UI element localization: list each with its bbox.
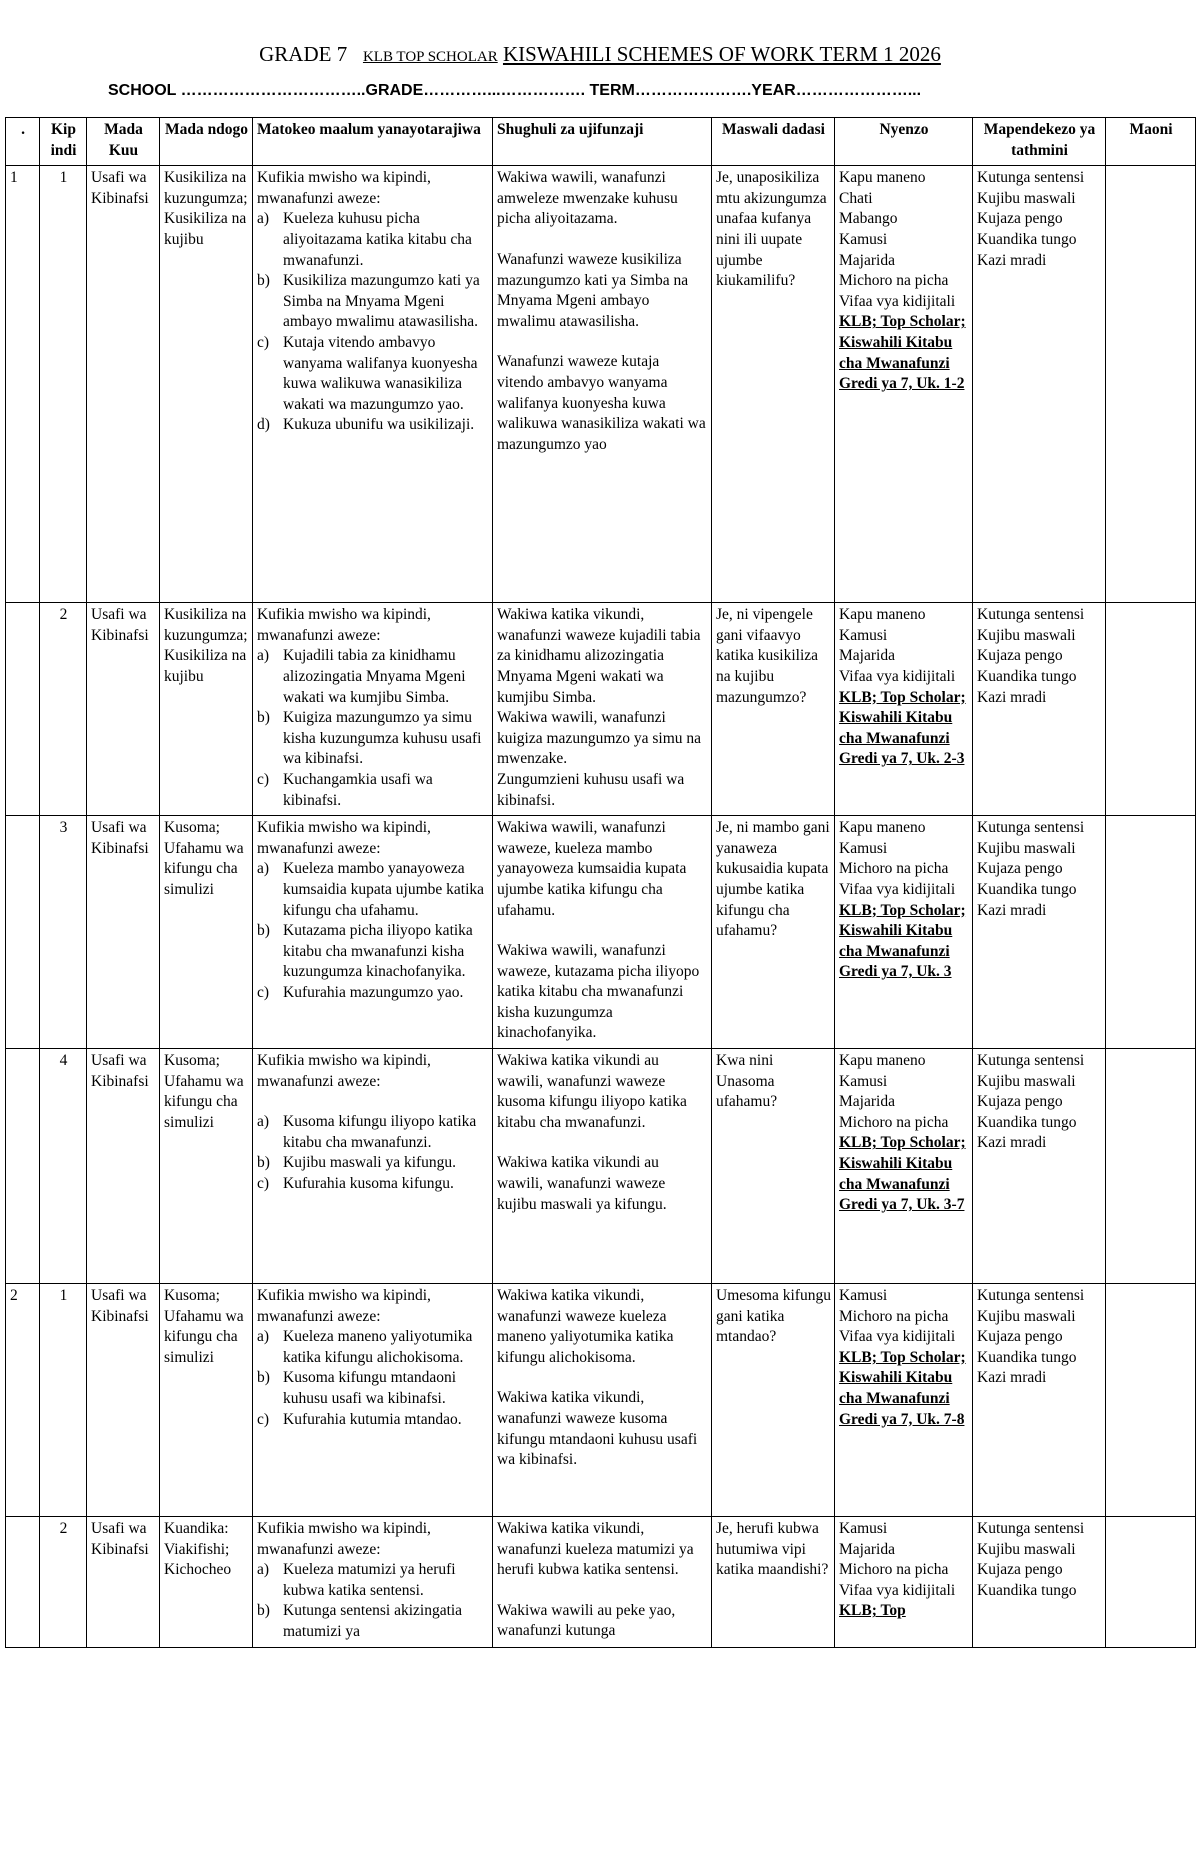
activities-cell <box>493 1517 712 1648</box>
resource-item: Majarida <box>839 1540 895 1558</box>
resource-item: Majarida <box>839 1093 895 1111</box>
week-cell: 1 <box>6 166 40 603</box>
activity-text: Wakiwa wawili, wanafunzi amweleze mwenzake kuhusu picha aliyoitazama. <box>497 169 678 228</box>
week-cell <box>6 1049 40 1284</box>
resource-item: Vifaa vya kidijitali <box>839 292 956 310</box>
outcome-letter: b) <box>257 272 270 290</box>
outcome-text: Kuigiza mazungumzo ya simu kisha kuzungumza kuhusu usafi wa kibinafsi. <box>283 709 482 768</box>
outcomes-cell <box>253 1049 493 1284</box>
resource-item: Majarida <box>839 647 895 665</box>
remarks-cell <box>1106 1517 1196 1648</box>
activity-text: Wakiwa wawili, wanafunzi waweze, kutazama picha iliyopo katika kitabu cha mwanafunzi kisha kuzungumza kinachofanyika. <box>497 942 700 1042</box>
key-question-cell: Umesoma kifungu gani katika mtandao? <box>712 1284 835 1517</box>
strand-cell: Usafi wa Kibinafsi <box>87 166 160 603</box>
lesson-cell: 4 <box>40 1049 87 1284</box>
activity-text: Wakiwa wawili, wanafunzi waweze, kueleza mambo yanayoweza kumsaidia kupata ujumbe katika kifungu cha ufahamu. <box>497 819 687 919</box>
assessment-item: Kutunga sentensi <box>977 1052 1085 1070</box>
assessment-item: Kazi mradi <box>977 1369 1047 1387</box>
outcome-item <box>257 1560 489 1601</box>
resource-item: Kamusi <box>839 839 888 857</box>
outcome-letter: a) <box>257 210 270 228</box>
column-header: Nyenzo <box>835 118 973 166</box>
outcome-letter: b) <box>257 1369 270 1387</box>
resource-item: Michoro na picha <box>839 272 949 290</box>
strand-cell: Usafi wa Kibinafsi <box>87 1049 160 1284</box>
resources-cell <box>835 166 973 603</box>
outcome-text: Kueleza kuhusu picha aliyoitazama katika kitabu cha mwanafunzi. <box>283 210 472 269</box>
outcome-item <box>257 1174 489 1195</box>
remarks-cell <box>1106 166 1196 603</box>
outcome-text: Kueleza matumizi ya herufi kubwa katika sentensi. <box>283 1561 456 1599</box>
outcome-text: Kueleza mambo yanayoweza kumsaidia kupata ujumbe katika kifungu cha ufahamu. <box>283 860 485 919</box>
outcomes-intro: Kufikia mwisho wa kipindi, mwanafunzi aweze: <box>257 606 431 644</box>
column-header: Mapendekezo ya tathmini <box>973 118 1106 166</box>
activity-text: Wakiwa wawili au peke yao, wanafunzi kutunga <box>497 1601 676 1640</box>
title-publisher: KLB TOP SCHOLAR <box>362 49 498 65</box>
assessment-item: Kujaza pengo <box>977 1093 1063 1111</box>
resource-item: Kamusi <box>839 1287 888 1305</box>
table-row <box>6 1517 1196 1648</box>
textbook-reference: KLB; Top Scholar; Kiswahili Kitabu cha Mwanafunzi Gredi ya 7, Uk. 1-2 <box>839 313 966 393</box>
substrand-cell: Kusoma; Ufahamu wa kifungu cha simulizi <box>160 1049 253 1284</box>
outcome-letter: a) <box>257 1113 270 1131</box>
outcome-text: Kusikiliza mazungumzo kati ya Simba na Mnyama Mgeni ambayo mwalimu atawasilisha. <box>283 272 480 331</box>
resource-item: Kamusi <box>839 1072 888 1090</box>
outcomes-cell <box>253 166 493 603</box>
outcome-letter: c) <box>257 333 270 351</box>
assessment-item: Kuandika tungo <box>977 1581 1077 1599</box>
outcomes-intro: Kufikia mwisho wa kipindi, mwanafunzi aweze: <box>257 169 431 207</box>
activity-text: Wakiwa katika vikundi, wanafunzi kueleza matumizi ya herufi kubwa katika sentensi. <box>497 1520 694 1579</box>
activity-text: Wakiwa katika vikundi, wanafunzi waweze kueleza maneno yaliyotumika katika kifungu alichokisoma. <box>497 1287 674 1366</box>
outcome-item <box>257 770 489 811</box>
week-cell: 2 <box>6 1284 40 1517</box>
outcome-letter: c) <box>257 1175 270 1193</box>
outcome-text: Kufurahia mazungumzo yao. <box>283 983 464 1001</box>
outcome-letter: a) <box>257 860 270 878</box>
outcome-item <box>257 271 489 333</box>
assessment-item: Kuandika tungo <box>977 1348 1077 1366</box>
resources-cell <box>835 603 973 816</box>
resource-item: Kamusi <box>839 626 888 644</box>
resource-item: Kapu maneno <box>839 169 926 187</box>
activity-text: Wakiwa katika vikundi, wanafunzi waweze kujadili tabia za kinidhamu alizozingatia Mnyama Mgeni wakati wa kumjibu Simba. Wakiwa wawili, wanafunzi kuigiza mazungumzo ya simu na mwenzake. Zungumzieni kuhusu usafi wa kibinafsi. <box>497 606 702 809</box>
assessment-cell <box>973 603 1106 816</box>
outcome-letter: a) <box>257 647 270 665</box>
key-question-cell: Je, unaposikiliza mtu akizungumza unafaa kufanya nini ili uupate ujumbe kiukamilifu? <box>712 166 835 603</box>
outcomes-cell <box>253 816 493 1049</box>
assessment-item: Kutunga sentensi <box>977 169 1085 187</box>
column-header: Shughuli za ujifunzaji <box>493 118 712 166</box>
outcome-item <box>257 1153 489 1174</box>
outcome-text: Kujadili tabia za kinidhamu alizozingatia Mnyama Mgeni wakati wa kumjibu Simba. <box>283 647 466 706</box>
outcome-item <box>257 1368 489 1409</box>
assessment-item: Kujaza pengo <box>977 647 1063 665</box>
remarks-cell <box>1106 1049 1196 1284</box>
assessment-item: Kuandika tungo <box>977 230 1077 248</box>
key-question-cell: Je, ni vipengele gani vifaavyo katika kusikiliza na kujibu mazungumzo? <box>712 603 835 816</box>
activity-text: Wakiwa katika vikundi au wawili, wanafunzi waweze kusoma kifungu iliyopo katika kitabu cha mwanafunzi. <box>497 1052 687 1131</box>
outcome-item <box>257 209 489 271</box>
outcome-item <box>257 983 489 1004</box>
remarks-cell <box>1106 603 1196 816</box>
resource-item: Chati <box>839 189 873 207</box>
substrand-cell: Kusoma; Ufahamu wa kifungu cha simulizi <box>160 1284 253 1517</box>
outcome-letter: b) <box>257 709 270 727</box>
resource-item: Michoro na picha <box>839 860 949 878</box>
outcome-text: Kukuza ubunifu wa usikilizaji. <box>283 416 475 434</box>
textbook-reference: KLB; Top Scholar; Kiswahili Kitabu cha Mwanafunzi Gredi ya 7, Uk. 2-3 <box>839 688 966 768</box>
assessment-cell <box>973 1517 1106 1648</box>
table-row <box>6 166 1196 603</box>
outcome-item <box>257 415 489 436</box>
assessment-item: Kutunga sentensi <box>977 1287 1085 1305</box>
substrand-cell: Kusoma; Ufahamu wa kifungu cha simulizi <box>160 816 253 1049</box>
resource-item: Mabango <box>839 210 898 228</box>
title-main: KISWAHILI SCHEMES OF WORK TERM 1 2026 <box>502 42 941 66</box>
assessment-item: Kutunga sentensi <box>977 606 1085 624</box>
resource-item: Majarida <box>839 251 895 269</box>
outcomes-intro: Kufikia mwisho wa kipindi, mwanafunzi aweze: <box>257 1520 431 1558</box>
outcomes-cell <box>253 1517 493 1648</box>
column-header: Kip indi <box>40 118 87 166</box>
outcome-item <box>257 859 489 921</box>
key-question-cell: Je, ni mambo gani yanaweza kukusaidia kupata ujumbe katika kifungu cha ufahamu? <box>712 816 835 1049</box>
outcome-item <box>257 921 489 983</box>
assessment-item: Kazi mradi <box>977 251 1047 269</box>
activity-text: Wakiwa katika vikundi, wanafunzi waweze kusoma kifungu mtandaoni kuhusu usafi wa kibinafsi. <box>497 1389 698 1469</box>
lesson-cell: 2 <box>40 603 87 816</box>
outcomes-cell <box>253 603 493 816</box>
remarks-cell <box>1106 1284 1196 1517</box>
outcome-letter: c) <box>257 770 270 788</box>
strand-cell: Usafi wa Kibinafsi <box>87 603 160 816</box>
assessment-item: Kujibu maswali <box>977 839 1076 857</box>
lesson-cell: 1 <box>40 166 87 603</box>
document-title <box>0 42 1200 67</box>
assessment-item: Kazi mradi <box>977 901 1047 919</box>
resources-cell <box>835 816 973 1049</box>
resource-item: Vifaa vya kidijitali <box>839 1581 956 1599</box>
outcome-item <box>257 708 489 770</box>
assessment-item: Kutunga sentensi <box>977 819 1085 837</box>
table-row <box>6 1284 1196 1517</box>
outcome-letter: c) <box>257 983 270 1001</box>
assessment-item: Kujaza pengo <box>977 1561 1063 1579</box>
remarks-cell <box>1106 816 1196 1049</box>
table-body <box>6 166 1196 1647</box>
outcome-text: Kujibu maswali ya kifungu. <box>283 1154 457 1172</box>
activities-cell <box>493 166 712 603</box>
assessment-item: Kujibu maswali <box>977 189 1076 207</box>
textbook-reference: KLB; Top Scholar; Kiswahili Kitabu cha Mwanafunzi Gredi ya 7, Uk. 3 <box>839 901 966 981</box>
column-header: . <box>6 118 40 166</box>
table-row <box>6 816 1196 1049</box>
resource-item: Michoro na picha <box>839 1307 949 1325</box>
column-header: Mada ndogo <box>160 118 253 166</box>
outcome-text: Kutunga sentensi akizingatia matumizi ya <box>283 1602 463 1641</box>
assessment-item: Kujibu maswali <box>977 1307 1076 1325</box>
table-row <box>6 1049 1196 1284</box>
assessment-item: Kujibu maswali <box>977 626 1076 644</box>
activities-cell <box>493 1049 712 1284</box>
assessment-item: Kujibu maswali <box>977 1540 1076 1558</box>
resources-cell <box>835 1517 973 1648</box>
resources-cell <box>835 1284 973 1517</box>
key-question-cell: Je, herufi kubwa hutumiwa vipi katika maandishi? <box>712 1517 835 1648</box>
textbook-reference: KLB; Top Scholar; Kiswahili Kitabu cha Mwanafunzi Gredi ya 7, Uk. 3-7 <box>839 1134 966 1214</box>
outcome-item <box>257 1601 489 1642</box>
resource-item: Kapu maneno <box>839 1052 926 1070</box>
column-header: Maswali dadasi <box>712 118 835 166</box>
assessment-item: Kujaza pengo <box>977 210 1063 228</box>
strand-cell: Usafi wa Kibinafsi <box>87 816 160 1049</box>
activity-text: Wanafunzi waweze kusikiliza mazungumzo kati ya Simba na Mnyama Mgeni ambayo mwalimu atawasilisha. <box>497 250 689 330</box>
lesson-cell: 1 <box>40 1284 87 1517</box>
lesson-cell: 2 <box>40 1517 87 1648</box>
resource-item: Kamusi <box>839 1520 888 1538</box>
textbook-reference: KLB; Top <box>839 1602 906 1620</box>
school-info-line: SCHOOL ……………………………..GRADE…………...……………. TERM………………….YEAR…………………... <box>108 82 922 99</box>
column-header: Mada Kuu <box>87 118 160 166</box>
resource-item: Vifaa vya kidijitali <box>839 880 956 898</box>
outcomes-intro: Kufikia mwisho wa kipindi, mwanafunzi aweze: <box>257 1287 431 1325</box>
outcome-letter: b) <box>257 1154 270 1172</box>
assessment-item: Kujibu maswali <box>977 1072 1076 1090</box>
resource-item: Kapu maneno <box>839 819 926 837</box>
week-cell <box>6 816 40 1049</box>
substrand-cell: Kusikiliza na kuzungumza; Kusikiliza na kujibu <box>160 166 253 603</box>
resource-item: Vifaa vya kidijitali <box>839 1328 956 1346</box>
activities-cell <box>493 603 712 816</box>
header-row <box>6 118 1196 166</box>
assessment-item: Kazi mradi <box>977 1134 1047 1152</box>
assessment-item: Kujaza pengo <box>977 1328 1063 1346</box>
outcome-letter: c) <box>257 1410 270 1428</box>
assessment-item: Kutunga sentensi <box>977 1520 1085 1538</box>
activities-cell <box>493 816 712 1049</box>
lesson-cell: 3 <box>40 816 87 1049</box>
resource-item: Michoro na picha <box>839 1113 949 1131</box>
outcome-text: Kufurahia kutumia mtandao. <box>283 1410 462 1428</box>
resource-item: Vifaa vya kidijitali <box>839 667 956 685</box>
key-question-cell: Kwa nini Unasoma ufahamu? <box>712 1049 835 1284</box>
textbook-reference: KLB; Top Scholar; Kiswahili Kitabu cha Mwanafunzi Gredi ya 7, Uk. 7-8 <box>839 1348 966 1428</box>
assessment-cell <box>973 1284 1106 1517</box>
outcome-text: Kuchangamkia usafi wa kibinafsi. <box>283 770 433 809</box>
resource-item: Kamusi <box>839 230 888 248</box>
outcome-text: Kusoma kifungu iliyopo katika kitabu cha mwanafunzi. <box>283 1113 477 1151</box>
outcome-item <box>257 1410 489 1431</box>
outcome-letter: a) <box>257 1561 270 1579</box>
outcome-letter: a) <box>257 1328 270 1346</box>
activity-text: Wakiwa katika vikundi au wawili, wanafunzi waweze kujibu maswali ya kifungu. <box>497 1154 667 1213</box>
assessment-item: Kuandika tungo <box>977 667 1077 685</box>
outcome-letter: d) <box>257 416 270 434</box>
substrand-cell: Kuandika: Viakifishi; Kichocheo <box>160 1517 253 1648</box>
strand-cell: Usafi wa Kibinafsi <box>87 1517 160 1648</box>
title-grade: GRADE 7 <box>259 42 348 66</box>
assessment-item: Kuandika tungo <box>977 880 1077 898</box>
strand-cell: Usafi wa Kibinafsi <box>87 1284 160 1517</box>
resource-item: Kapu maneno <box>839 606 926 624</box>
column-header: Maoni <box>1106 118 1196 166</box>
week-cell <box>6 603 40 816</box>
outcome-letter: b) <box>257 1602 270 1620</box>
table-row <box>6 603 1196 816</box>
outcomes-cell <box>253 1284 493 1517</box>
week-cell <box>6 1517 40 1648</box>
outcome-item <box>257 333 489 415</box>
resources-cell <box>835 1049 973 1284</box>
assessment-item: Kazi mradi <box>977 688 1047 706</box>
activity-text: Wanafunzi waweze kutaja vitendo ambavyo wanyama walifanya kuonyesha kuwa walikuwa wanasikiliza wakati wa mazungumzo yao <box>497 353 706 453</box>
assessment-item: Kujaza pengo <box>977 860 1063 878</box>
resource-item: Michoro na picha <box>839 1561 949 1579</box>
outcome-letter: b) <box>257 922 270 940</box>
outcomes-intro: Kufikia mwisho wa kipindi, mwanafunzi aweze: <box>257 1052 431 1090</box>
activities-cell <box>493 1284 712 1517</box>
column-header: Matokeo maalum yanayotarajiwa <box>253 118 493 166</box>
outcome-text: Kutaja vitendo ambavyo wanyama walifanya kuonyesha kuwa walikuwa wanasikiliza wakati wa mazungumzo yao. <box>283 333 478 413</box>
assessment-cell <box>973 1049 1106 1284</box>
assessment-cell <box>973 166 1106 603</box>
outcome-item <box>257 1112 489 1153</box>
assessment-cell <box>973 816 1106 1049</box>
outcome-item <box>257 1327 489 1368</box>
outcome-item <box>257 646 489 708</box>
outcome-text: Kufurahia kusoma kifungu. <box>283 1175 454 1193</box>
outcomes-intro: Kufikia mwisho wa kipindi, mwanafunzi aweze: <box>257 819 431 857</box>
schemes-table <box>5 117 1196 1648</box>
assessment-item: Kuandika tungo <box>977 1113 1077 1131</box>
outcome-text: Kusoma kifungu mtandaoni kuhusu usafi wa kibinafsi. <box>283 1369 457 1408</box>
substrand-cell: Kusikiliza na kuzungumza; Kusikiliza na kujibu <box>160 603 253 816</box>
outcome-text: Kueleza maneno yaliyotumika katika kifungu alichokisoma. <box>283 1328 473 1366</box>
outcome-text: Kutazama picha iliyopo katika kitabu cha mwanafunzi kisha kuzungumza kinachofanyika. <box>283 922 473 981</box>
